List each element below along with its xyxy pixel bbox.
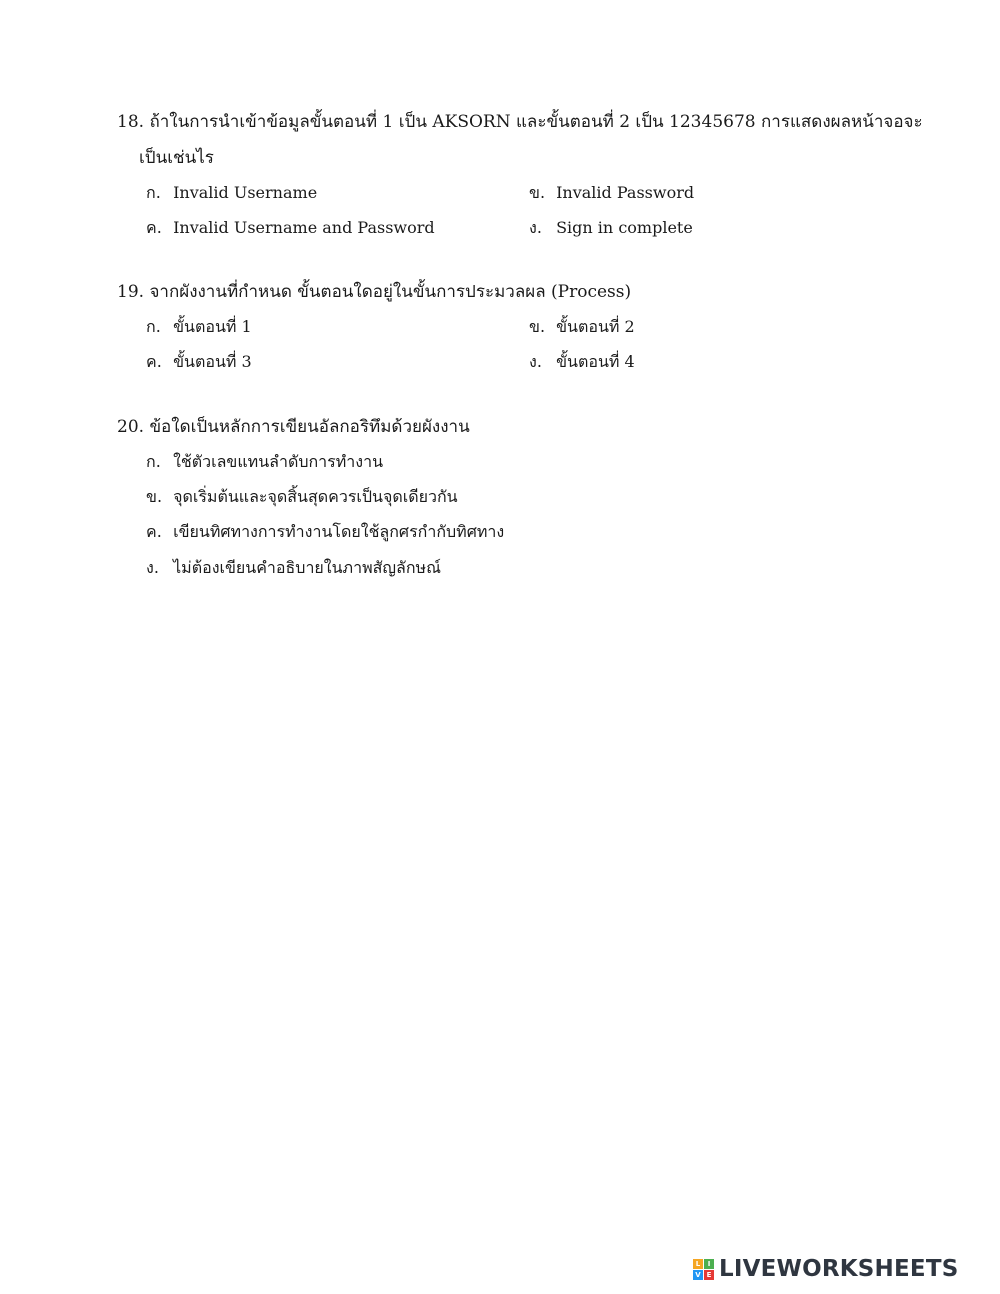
logo-letter-l: L [693,1259,703,1269]
option-letter: ข. [529,183,546,202]
question-20-stem-line1: 20. ข้อใดเป็นหลักการเขียนอัลกอริทึมด้วยผังงาน [117,417,470,437]
option-letter: ง. [146,558,159,577]
question-20-option-d [146,558,441,578]
question-18-stem-line2: เป็นเช่นไร [139,148,214,168]
option-letter: ค. [146,522,162,541]
question-20-stem [117,409,470,445]
option-letter: ข. [529,317,546,336]
question-18-option-a [146,183,317,203]
question-19-stem [117,274,631,310]
question-20-option-b [146,487,458,507]
option-text: เขียนทิศทางการทำงานโดยใช้ลูกศรกำกับทิศทาง [173,522,505,541]
option-letter: ก. [146,183,161,202]
question-19-option-b [529,317,635,337]
option-text: ไม่ต้องเขียนคำอธิบายในภาพสัญลักษณ์ [173,558,441,577]
option-letter: ข. [146,487,163,506]
option-letter: ก. [146,317,161,336]
question-18-option-b [529,183,694,203]
option-text: Invalid Username [173,183,318,202]
question-20-option-c [146,522,504,542]
question-18-stem-line1: 18. ถ้าในการนำเข้าข้อมูลขั้นตอนที่ 1 เป็น AKSORN และขั้นตอนที่ 2 เป็น 12345678 การแสดงผลหน้าจอจะ [117,112,923,132]
question-19-option-c [146,352,252,372]
question-19-option-a [146,317,252,337]
question-19-option-d [529,352,635,372]
option-text: จุดเริ่มต้นและจุดสิ้นสุดควรเป็นจุดเดียวกัน [173,487,458,506]
option-text: ขั้นตอนที่ 1 [173,317,252,336]
option-text: ขั้นตอนที่ 2 [556,317,635,336]
option-letter: ง. [529,218,542,237]
logo-letter-e: E [704,1270,714,1280]
question-19-stem-line1: 19. จากผังงานที่กำหนด ขั้นตอนใดอยู่ในขั้นการประมวลผล (Process) [117,282,632,302]
question-18-option-d [529,218,693,238]
liveworksheets-logo [693,1254,958,1284]
logo-grid-icon [693,1259,714,1280]
option-letter: ง. [529,352,542,371]
logo-letter-v: V [693,1270,703,1280]
option-text: ขั้นตอนที่ 4 [556,352,635,371]
question-20-option-a [146,452,383,472]
question-18-option-c [146,218,435,238]
option-text: ใช้ตัวเลขแทนลำดับการทำงาน [173,452,384,471]
brand-name: LIVEWORKSHEETS [719,1256,959,1282]
option-text: Invalid Password [556,183,695,202]
option-text: ขั้นตอนที่ 3 [173,352,252,371]
option-text: Invalid Username and Password [173,218,435,237]
option-letter: ก. [146,452,161,471]
option-text: Sign in complete [556,218,693,237]
question-18-stem [117,104,923,176]
option-letter: ค. [146,352,162,371]
logo-letter-i: I [704,1259,714,1269]
option-letter: ค. [146,218,162,237]
